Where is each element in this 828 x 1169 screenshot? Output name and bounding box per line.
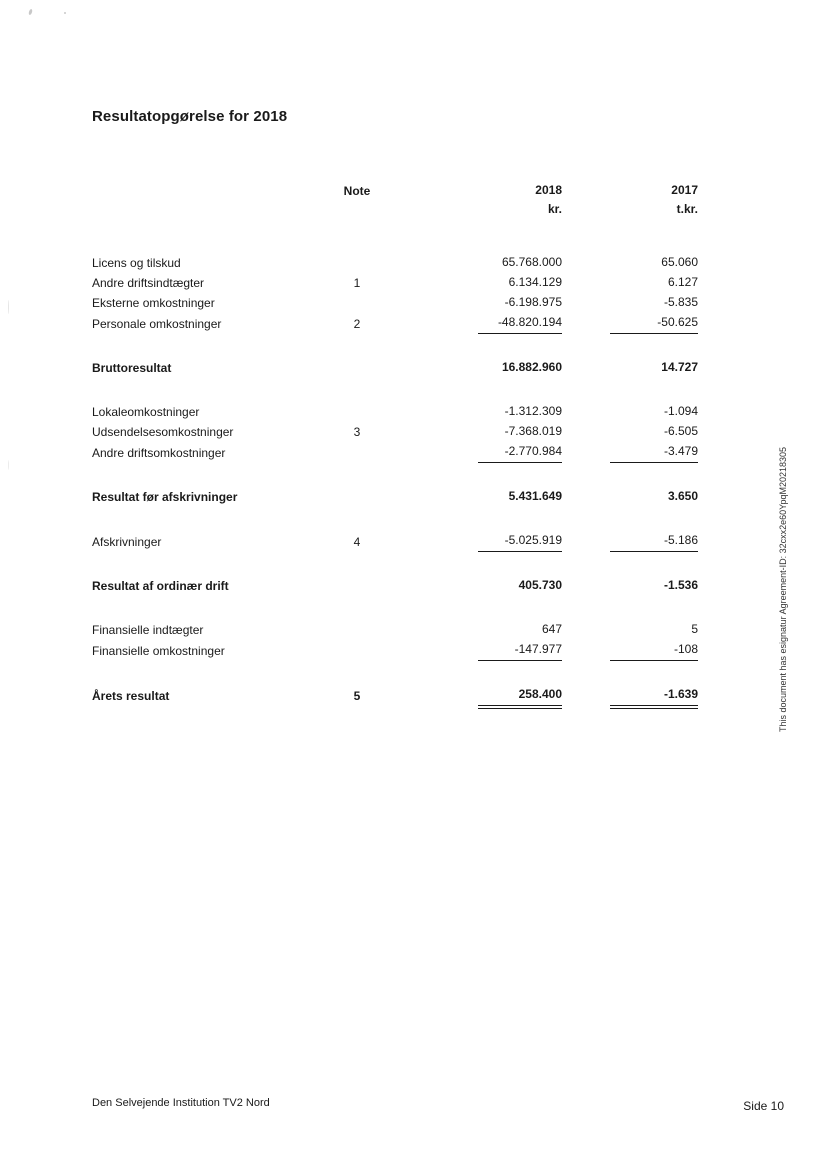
- row-label: Årets resultat: [92, 689, 170, 703]
- row-amount-2018: 647: [541, 622, 562, 636]
- income-statement-table: [92, 181, 698, 706]
- scan-artifact: [64, 12, 66, 14]
- row-label: Andre driftsindtægter: [92, 276, 205, 290]
- table-header-row: [92, 181, 698, 201]
- row-label: Eksterne omkostninger: [92, 296, 215, 310]
- table-row: [92, 293, 698, 313]
- col-header-2017: 2017: [671, 183, 698, 197]
- row-amount-2018: 5.431.649: [508, 489, 562, 503]
- table-row: [92, 273, 698, 293]
- row-label: Personale omkostninger: [92, 317, 222, 331]
- row-note: 4: [353, 535, 361, 549]
- row-label: Resultat af ordinær drift: [92, 579, 229, 593]
- row-amount-2018: 258.400: [392, 685, 562, 706]
- row-label: Andre driftsomkostninger: [92, 446, 226, 460]
- table-subtotal-row: [92, 576, 698, 596]
- row-amount-2018: -1.312.309: [504, 404, 562, 418]
- row-amount-2017: 5: [691, 622, 698, 636]
- table-row: [92, 253, 698, 273]
- esignatur-sidenote: This document has esignatur Agreement-ID: 32cxx2e60YpqM20218305: [778, 446, 788, 732]
- row-label: Afskrivninger: [92, 535, 162, 549]
- scan-artifact: [28, 9, 33, 16]
- row-amount-2018: -147.977: [392, 640, 562, 661]
- table-row: [92, 620, 698, 640]
- page-number: Side 10: [743, 1099, 784, 1113]
- table-total-row: [92, 685, 698, 706]
- table-row: [92, 442, 698, 463]
- row-amount-2017: -1.639: [562, 685, 698, 706]
- row-amount-2018: 6.134.129: [508, 275, 562, 289]
- row-amount-2018: 405.730: [518, 578, 562, 592]
- col-header-note: Note: [343, 184, 371, 198]
- row-amount-2018: -7.368.019: [504, 424, 562, 438]
- row-amount-2017: -6.505: [663, 424, 698, 438]
- table-row: [92, 402, 698, 422]
- report-title: Resultatopgørelse for 2018: [92, 108, 288, 125]
- row-label: Lokaleomkostninger: [92, 405, 200, 419]
- row-amount-2018: 16.882.960: [501, 360, 562, 374]
- row-label: Bruttoresultat: [92, 361, 172, 375]
- footer-company: Den Selvejende Institution TV2 Nord: [92, 1097, 270, 1109]
- table-row: [92, 313, 698, 334]
- row-amount-2018: 65.768.000: [501, 255, 562, 269]
- row-note: 2: [353, 317, 361, 331]
- row-amount-2017: -50.625: [562, 313, 698, 334]
- table-units-row: [92, 201, 698, 219]
- table-subtotal-row: [92, 358, 698, 378]
- unit-2018: kr.: [547, 202, 562, 216]
- row-label: Finansielle indtægter: [92, 623, 204, 637]
- row-label: Udsendelsesomkostninger: [92, 425, 234, 439]
- row-amount-2017: -1.094: [663, 404, 698, 418]
- row-amount-2017: -108: [562, 640, 698, 661]
- table-row: [92, 640, 698, 661]
- scan-artifact: [8, 460, 9, 470]
- row-amount-2017: -1.536: [663, 578, 698, 592]
- scan-artifact: [8, 300, 9, 314]
- row-amount-2017: 6.127: [667, 275, 698, 289]
- row-amount-2017: -3.479: [562, 442, 698, 463]
- row-amount-2018: -48.820.194: [392, 313, 562, 334]
- row-note: 1: [353, 276, 361, 290]
- table-row: [92, 531, 698, 552]
- row-label: Finansielle omkostninger: [92, 644, 225, 658]
- row-amount-2017: 65.060: [661, 255, 698, 269]
- col-header-2018: 2018: [535, 183, 562, 197]
- row-amount-2018: -6.198.975: [504, 295, 562, 309]
- table-row: [92, 422, 698, 442]
- row-amount-2017: -5.835: [663, 295, 698, 309]
- row-amount-2017: 3.650: [667, 489, 698, 503]
- row-label: Resultat før afskrivninger: [92, 490, 238, 504]
- row-note: 5: [353, 689, 361, 703]
- unit-2017: t.kr.: [676, 202, 698, 216]
- row-amount-2017: -5.186: [562, 531, 698, 552]
- row-note: 3: [353, 425, 361, 439]
- row-amount-2017: 14.727: [661, 360, 698, 374]
- row-amount-2018: -5.025.919: [392, 531, 562, 552]
- row-label: Licens og tilskud: [92, 256, 181, 270]
- table-subtotal-row: [92, 487, 698, 507]
- row-amount-2018: -2.770.984: [392, 442, 562, 463]
